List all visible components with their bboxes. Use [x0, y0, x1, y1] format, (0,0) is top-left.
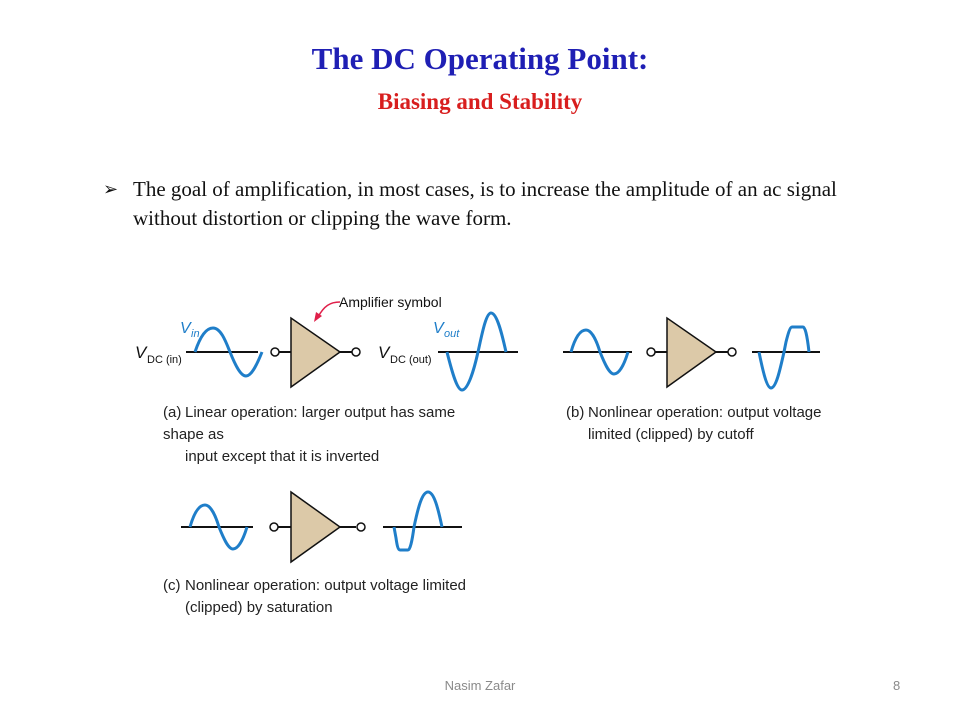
- caption-a: [163, 402, 493, 468]
- panel-c: [181, 492, 462, 562]
- page-number: 8: [893, 678, 901, 693]
- caption-a-line2: input except that it is inverted: [185, 448, 380, 465]
- output-terminal-b: [728, 348, 736, 356]
- vin-label: V: [180, 320, 191, 337]
- caption-b: [566, 402, 866, 446]
- output-terminal-a: [352, 348, 360, 356]
- amplifier-triangle-b: [667, 318, 716, 387]
- caption-b-line2: limited (clipped) by cutoff: [588, 426, 754, 443]
- input-terminal-b: [647, 348, 655, 356]
- amplifier-triangle-a: [291, 318, 340, 387]
- vin-sub: in: [191, 328, 200, 340]
- caption-c: [163, 575, 493, 619]
- input-terminal-c: [270, 523, 278, 531]
- amplifier-triangle-c: [291, 492, 340, 562]
- panel-b: [563, 318, 820, 388]
- caption-c-label: (c): [163, 577, 181, 594]
- vdc-in-sub: DC (in): [147, 354, 182, 366]
- caption-b-label: (b): [566, 404, 585, 421]
- output-wave-c-clipped: [394, 492, 442, 550]
- slide-subtitle: Biasing and Stability: [377, 89, 583, 114]
- bullet-text: The goal of amplification, in most cases, is to increase the amplitude of an ac signal without distortion or clipping the wave form.: [133, 177, 837, 230]
- caption-c-line1: Nonlinear operation: output voltage limited: [185, 577, 467, 594]
- vout-sub: out: [444, 328, 460, 340]
- vout-label: V: [433, 320, 444, 337]
- caption-a-label: (a): [163, 404, 182, 421]
- amplifier-symbol-label: Amplifier symbol: [339, 294, 442, 310]
- input-terminal-a: [271, 348, 279, 356]
- panel-a: [135, 294, 518, 390]
- slide-title: The DC Operating Point:: [311, 41, 649, 76]
- caption-c-line2: (clipped) by saturation: [185, 599, 333, 616]
- arrow-bullet-icon: ➢: [103, 179, 119, 200]
- vdc-out-sub: DC (out): [390, 354, 432, 366]
- footer-author: Nasim Zafar: [444, 678, 516, 693]
- caption-a-line1: Linear operation: larger output has same shape as: [163, 404, 456, 443]
- output-wave-b-clipped: [759, 327, 809, 388]
- output-terminal-c: [357, 523, 365, 531]
- vdc-in-label: V: [135, 343, 147, 362]
- callout-arrow-line: [318, 302, 340, 317]
- vdc-out-label: V: [378, 343, 390, 362]
- caption-b-line1: Nonlinear operation: output voltage: [588, 404, 822, 421]
